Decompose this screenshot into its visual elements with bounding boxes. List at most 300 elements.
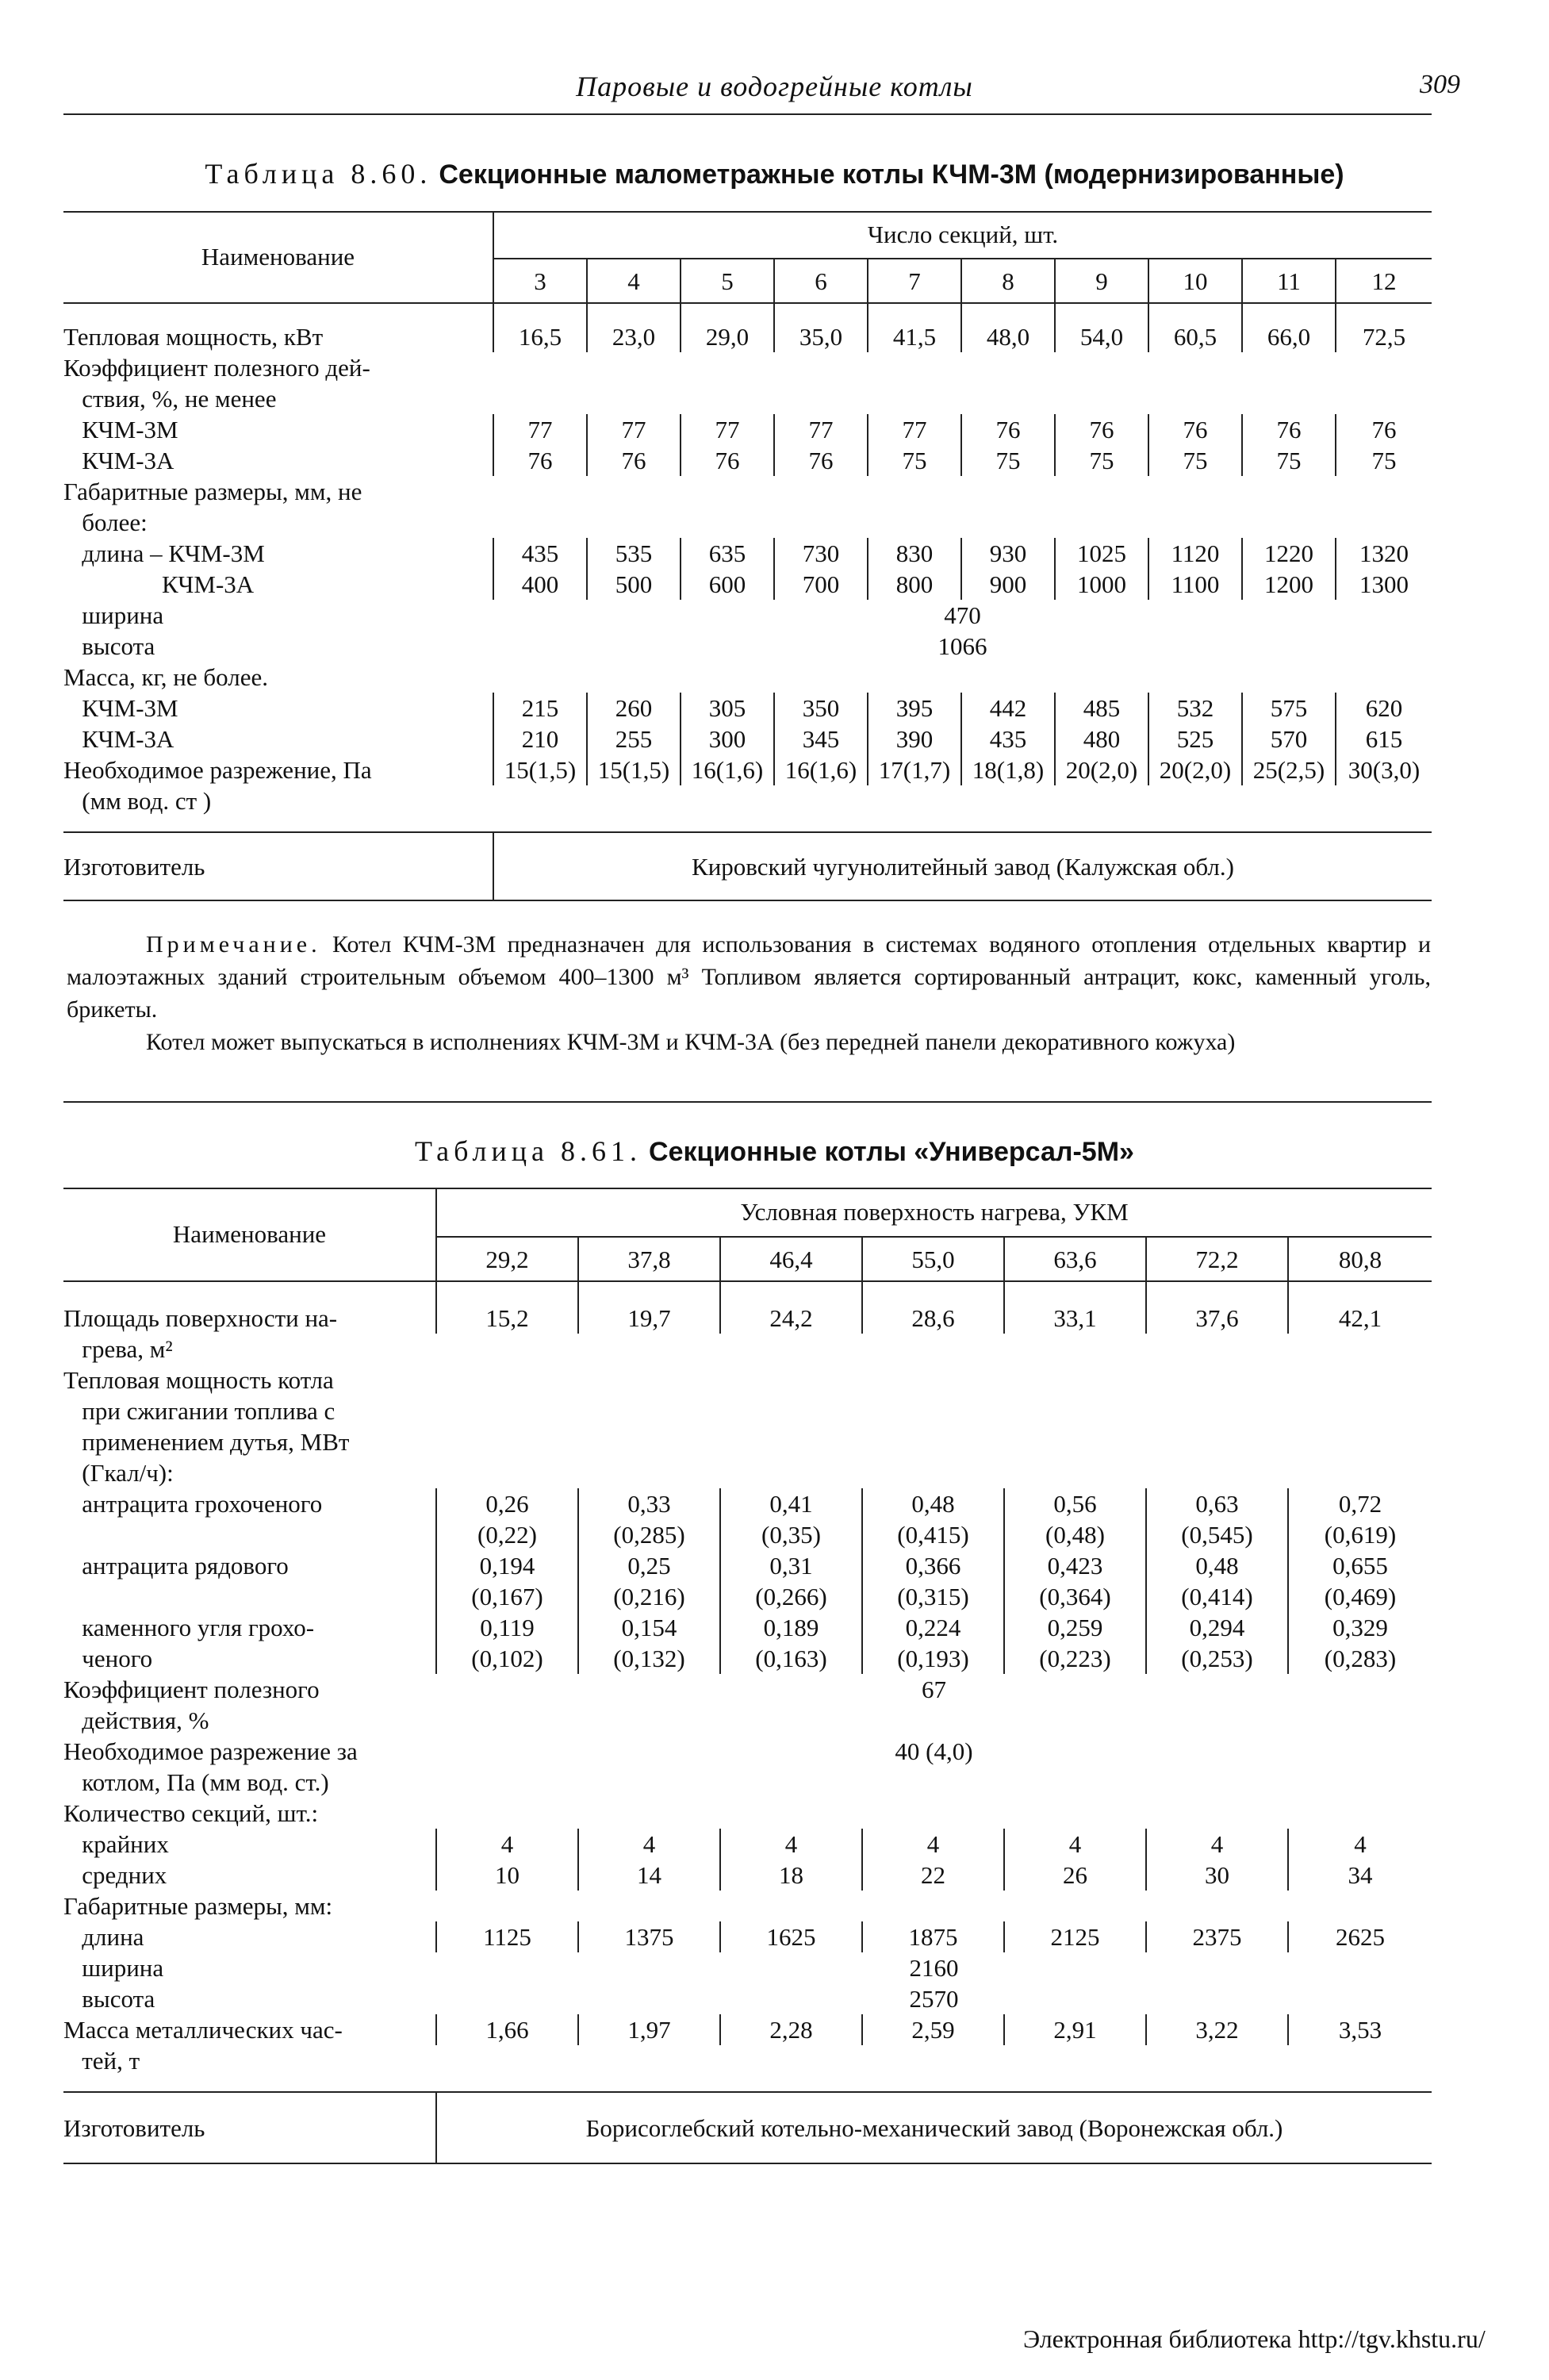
table-cell: 41,5 [868,303,961,352]
table-cell: 20(2,0) [1055,754,1148,785]
table1-header-name: Наименование [63,211,493,303]
row-label: Коэффициент полезного [63,1676,320,1703]
table-cell [1288,1365,1432,1395]
spacer-cell [862,2076,1004,2092]
row-label: высота [63,632,155,660]
row-label: Габаритные размеры, мм: [63,1892,333,1920]
table-cell: (0,364) [1004,1581,1146,1612]
table-cell: 260 [587,693,681,724]
library-footer: Электронная библиотека http://tgv.khstu.ru/ [1023,2324,1486,2353]
table-cell [1288,1705,1432,1736]
table2-col-header: 63,6 [1004,1237,1146,1281]
table-cell [961,507,1055,538]
merged-cell: 2570 [909,1985,959,2013]
table-row [63,1983,1432,2014]
table-cell: 0,154 [578,1612,720,1643]
table2-header-group: Условная поверхность нагрева, УКМ [436,1188,1432,1237]
table-cell [493,352,587,383]
table-row [63,414,1432,445]
table1-col-header: 11 [1242,259,1336,303]
table-cell: 77 [774,414,868,445]
table1-col-header: 12 [1336,259,1432,303]
table-cell: 15,2 [436,1281,578,1334]
table-row [63,600,1432,631]
table-cell: (0,193) [862,1643,1004,1674]
table-cell [681,352,774,383]
table-row [63,383,1432,414]
table-cell [493,507,587,538]
table-cell: 345 [774,724,868,754]
table2-manufacturer: Борисоглебский котельно-механический завод (Воронежская обл.) [436,2092,1432,2163]
table-cell: 28,6 [862,1281,1004,1334]
table-cell: 305 [681,693,774,724]
table-row [63,662,1432,693]
merged-cell: 40 (4,0) [895,1737,973,1765]
row-label: крайних [63,1830,169,1858]
table-cell [681,785,774,816]
table-cell: 0,329 [1288,1612,1432,1643]
table2-caption-title: Секционные котлы «Универсал-5М» [649,1137,1134,1167]
row-label: КЧМ-3А [63,447,174,474]
table-cell [720,1891,862,1921]
table-cell [720,1705,862,1736]
row-label: КЧМ-3А [63,725,174,753]
table-cell: 15(1,5) [493,754,587,785]
table-cell: (0,216) [578,1581,720,1612]
table-cell: 0,25 [578,1550,720,1581]
table1-col-header: 6 [774,259,868,303]
table-row [63,1921,1432,1952]
table-cell: 525 [1148,724,1242,754]
table-cell: 0,41 [720,1488,862,1519]
table-cell: 54,0 [1055,303,1148,352]
table-cell: 76 [1055,414,1148,445]
table-cell: 1200 [1242,569,1336,600]
table-cell: 1375 [578,1921,720,1952]
table-cell [1148,383,1242,414]
note-text-1: Котел КЧМ-3М предназначен для использования в системах водяного отопления отдельных квартир и малоэтажных зданий строительным объемом 400–1300 м³ Топливом является сортированный антрацит, кокс, каменный уголь, брикеты. [67,931,1431,1023]
table-cell [868,476,961,507]
table-cell: (0,48) [1004,1519,1146,1550]
note-bottom-rule [63,1101,1432,1103]
table-cell: 42,1 [1288,1281,1432,1334]
table-cell [1055,662,1148,693]
table-cell: 77 [587,414,681,445]
table-row [63,631,1432,662]
table-cell [1242,383,1336,414]
row-label: (мм вод. ст ) [63,787,212,815]
row-label: Масса металлических час- [63,2016,343,2044]
table-cell: 480 [1055,724,1148,754]
note-label: Примечание. [146,931,321,958]
table-cell: 23,0 [587,303,681,352]
table-cell [1146,1395,1288,1426]
table1-caption-title: Секционные малометражные котлы КЧМ-3М (модернизированные) [439,159,1344,190]
table-cell [436,1457,578,1488]
table-cell [578,1705,720,1736]
table-cell: (0,132) [578,1643,720,1674]
table-cell: 4 [436,1829,578,1860]
row-label: Габаритные размеры, мм, не [63,478,362,505]
table-cell [1146,1705,1288,1736]
table-cell [681,476,774,507]
table-cell: 60,5 [1148,303,1242,352]
row-label: Тепловая мощность котла [63,1366,334,1394]
table-cell: 0,48 [862,1488,1004,1519]
table-cell [1288,1798,1432,1829]
table-cell: 3,22 [1146,2014,1288,2045]
table-cell: (0,283) [1288,1643,1432,1674]
table-cell: 75 [1336,445,1432,476]
table-row [63,1426,1432,1457]
table1-col-header: 7 [868,259,961,303]
table2-col-header: 29,2 [436,1237,578,1281]
table-cell [720,2045,862,2076]
table-cell: 600 [681,569,774,600]
table1-col-header: 9 [1055,259,1148,303]
table-cell [1146,2045,1288,2076]
table1-manufacturer-label: Изготовитель [63,852,205,881]
table-row [63,1457,1432,1488]
table-cell [1146,1891,1288,1921]
table-cell [1004,1767,1146,1798]
table-row [63,1736,1432,1767]
spacer-cell [774,816,868,832]
table-cell: 20(2,0) [1148,754,1242,785]
table-row [63,693,1432,724]
table-cell: 1,97 [578,2014,720,2045]
table-cell [587,383,681,414]
table-cell: 3,53 [1288,2014,1432,2045]
table-cell: 0,33 [578,1488,720,1519]
table-row [63,1395,1432,1426]
table-cell: 1125 [436,1921,578,1952]
table-cell [578,1334,720,1365]
table1-note [67,928,1431,1058]
merged-cell: 1066 [937,632,987,660]
table-cell: 0,655 [1288,1550,1432,1581]
table2-col-header: 55,0 [862,1237,1004,1281]
merged-cell: 470 [944,601,981,629]
table-cell: (0,223) [1004,1643,1146,1674]
table-cell: 0,366 [862,1550,1004,1581]
table-cell: 35,0 [774,303,868,352]
table-cell: 76 [1148,414,1242,445]
table-cell [1146,1457,1288,1488]
table-row [63,1581,1432,1612]
table1 [63,211,1432,901]
table-cell: 1300 [1336,569,1432,600]
spacer-row [63,816,1432,832]
table-row [63,1612,1432,1643]
spacer-cell [1055,816,1148,832]
table-cell [578,1767,720,1798]
table-cell [436,1767,578,1798]
table-cell: 350 [774,693,868,724]
table-cell: 2125 [1004,1921,1146,1952]
table-cell [1242,476,1336,507]
table-cell: 395 [868,693,961,724]
table2-caption-label: Таблица 8.61. [415,1135,642,1167]
table-row [63,1550,1432,1581]
table-cell: 215 [493,693,587,724]
table-cell [1004,1891,1146,1921]
table-cell [1148,507,1242,538]
table-row [63,1952,1432,1983]
table-cell [1242,352,1336,383]
table1-col-header: 5 [681,259,774,303]
table-cell: 1120 [1148,538,1242,569]
table-cell: 1220 [1242,538,1336,569]
table-cell: 72,5 [1336,303,1432,352]
table-cell: (0,266) [720,1581,862,1612]
table-cell [1146,1798,1288,1829]
table-cell [1336,662,1432,693]
table-row [63,352,1432,383]
row-label: действия, % [63,1706,209,1734]
table-cell [774,662,868,693]
table-cell [1288,1334,1432,1365]
table-cell [720,1798,862,1829]
table-row [63,476,1432,507]
table-cell: 4 [1004,1829,1146,1860]
table-cell [1336,383,1432,414]
table-cell: 75 [868,445,961,476]
row-label: длина – КЧМ-3М [63,539,265,567]
table-cell: 14 [578,1860,720,1891]
table1-caption [0,157,1549,190]
table-cell: 900 [961,569,1055,600]
table-cell [774,383,868,414]
row-label: Коэффициент полезного дей- [63,354,370,382]
table-cell [862,1395,1004,1426]
table1-col-header: 8 [961,259,1055,303]
table-cell [862,1365,1004,1395]
table-cell: 2,91 [1004,2014,1146,2045]
table-cell [868,662,961,693]
table-cell: 17(1,7) [868,754,961,785]
row-label: Масса, кг, не более. [63,663,268,691]
table-cell [1055,352,1148,383]
table-cell: (0,545) [1146,1519,1288,1550]
table-cell [1336,507,1432,538]
table-cell: 0,31 [720,1550,862,1581]
table-cell: 0,194 [436,1550,578,1581]
table-cell [436,1705,578,1736]
table-cell: 930 [961,538,1055,569]
table-cell [578,1457,720,1488]
table-cell: 29,0 [681,303,774,352]
table2-body [63,1281,1432,2092]
table-cell [1242,785,1336,816]
table-row [63,1281,1432,1334]
table-cell: 0,294 [1146,1612,1288,1643]
spacer-cell [436,2076,578,2092]
table-cell: 400 [493,569,587,600]
table-cell: 66,0 [1242,303,1336,352]
table-cell: 24,2 [720,1281,862,1334]
table-cell: 435 [493,538,587,569]
table-cell: 0,119 [436,1612,578,1643]
table-cell [1336,476,1432,507]
table-cell [720,1426,862,1457]
table-cell: 0,48 [1146,1550,1288,1581]
table-cell: 615 [1336,724,1432,754]
table2 [63,1188,1432,2164]
row-label: более: [63,509,148,536]
table1-col-header: 10 [1148,259,1242,303]
table-cell [1336,352,1432,383]
table-cell: (0,315) [862,1581,1004,1612]
table-cell [1148,662,1242,693]
table-cell: 730 [774,538,868,569]
table-cell: (0,415) [862,1519,1004,1550]
row-label: Необходимое разрежение за [63,1737,358,1765]
row-label: КЧМ-3М [63,694,178,722]
table-cell [961,476,1055,507]
table-cell [1242,662,1336,693]
spacer-cell [720,2076,862,2092]
table1-body [63,303,1432,832]
table-cell: 77 [681,414,774,445]
table-cell [1288,2045,1432,2076]
row-label: котлом, Па (мм вод. ст.) [63,1768,329,1796]
table2-col-header: 46,4 [720,1237,862,1281]
spacer-cell [681,816,774,832]
row-label: средних [63,1861,167,1889]
table-cell: 16,5 [493,303,587,352]
table-cell [1055,785,1148,816]
table-cell [774,785,868,816]
table-cell: 18(1,8) [961,754,1055,785]
table-cell: 1025 [1055,538,1148,569]
table-cell: (0,619) [1288,1519,1432,1550]
row-label: длина [63,1923,144,1951]
table-cell: 4 [578,1829,720,1860]
table-cell [587,352,681,383]
row-label: КЧМ-3А [63,570,255,598]
table-cell: 15(1,5) [587,754,681,785]
table-cell [436,2045,578,2076]
table2-header-name: Наименование [63,1188,436,1281]
table-cell: 30(3,0) [1336,754,1432,785]
table-cell [1288,1767,1432,1798]
table-cell: 18 [720,1860,862,1891]
row-label: Площадь поверхности на- [63,1304,338,1332]
table-cell [493,785,587,816]
table-cell: 0,56 [1004,1488,1146,1519]
table-cell [961,352,1055,383]
table-cell: 435 [961,724,1055,754]
table-cell [1004,1395,1146,1426]
table-cell [868,785,961,816]
table-cell [578,2045,720,2076]
table-cell [862,1334,1004,1365]
spacer-cell [1336,816,1432,832]
merged-cell: 67 [922,1676,946,1703]
table-cell: 16(1,6) [774,754,868,785]
table-row [63,303,1432,352]
table2-col-header: 80,8 [1288,1237,1432,1281]
table-cell: (0,102) [436,1643,578,1674]
table-cell: 19,7 [578,1281,720,1334]
table-row [63,1488,1432,1519]
table-cell [436,1798,578,1829]
spacer-cell [63,2076,436,2092]
table-cell: 0,224 [862,1612,1004,1643]
table-cell: 75 [1242,445,1336,476]
table-cell: 535 [587,538,681,569]
table-cell [587,476,681,507]
table-cell: 0,26 [436,1488,578,1519]
table-cell [862,1705,1004,1736]
table2-col-header: 72,2 [1146,1237,1288,1281]
table-cell [720,1457,862,1488]
row-label: Необходимое разрежение, Па [63,756,372,784]
table-cell: 2375 [1146,1921,1288,1952]
table-cell: 485 [1055,693,1148,724]
row-label: (Гкал/ч): [63,1459,174,1487]
table-cell [720,1334,862,1365]
table-cell [493,383,587,414]
table-cell [862,2045,1004,2076]
spacer-cell [1146,2076,1288,2092]
spacer-cell [1004,2076,1146,2092]
table-row [63,1767,1432,1798]
spacer-cell [868,816,961,832]
table-cell: 830 [868,538,961,569]
row-label: ствия, %, не менее [63,385,277,413]
table-cell: 2,28 [720,2014,862,2045]
merged-cell: 2160 [909,1954,959,1982]
row-label: Тепловая мощность, кВт [63,323,324,351]
header-rule [63,113,1432,115]
table-cell [961,383,1055,414]
table-cell [1055,383,1148,414]
table-cell: 2625 [1288,1921,1432,1952]
table-cell [862,1891,1004,1921]
note-text-2: Котел может выпускаться в исполнениях КЧМ-3М и КЧМ-3А (без передней панели декоративного кожуха) [146,1029,1236,1055]
table-cell [868,352,961,383]
table-cell: (0,469) [1288,1581,1432,1612]
spacer-cell [1288,2076,1432,2092]
spacer-cell [63,816,493,832]
table-cell: 570 [1242,724,1336,754]
table-row [63,1334,1432,1365]
table-cell: 255 [587,724,681,754]
table-cell: 33,1 [1004,1281,1146,1334]
table-cell: 76 [1336,414,1432,445]
table-cell [578,1891,720,1921]
table-cell [720,1767,862,1798]
row-label: при сжигании топлива с [63,1397,335,1425]
table-cell [493,662,587,693]
table-cell [578,1395,720,1426]
table-cell: 575 [1242,693,1336,724]
table-cell [868,383,961,414]
table-cell: 75 [1148,445,1242,476]
table-cell: 500 [587,569,681,600]
table-cell: 0,189 [720,1612,862,1643]
table-row [63,569,1432,600]
spacer-cell [578,2076,720,2092]
table-cell [1004,1457,1146,1488]
table-row [63,1643,1432,1674]
table1-header-group: Число секций, шт. [493,211,1432,259]
table-cell [1004,2045,1146,2076]
table-cell: 1000 [1055,569,1148,600]
table-cell: 300 [681,724,774,754]
